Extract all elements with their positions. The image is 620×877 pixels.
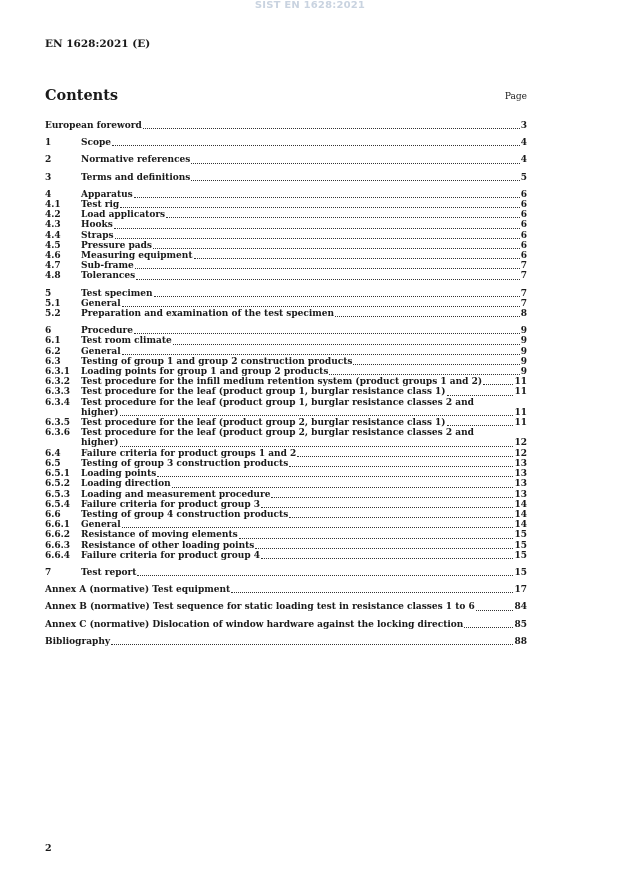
toc-entry-text: Test procedure for the leaf (product group 2, burglar resistance classes 2 and xyxy=(81,428,474,439)
toc-entry-text: Test procedure for the leaf (product group 2, burglar resistance class 1) xyxy=(81,418,446,429)
toc-entry-number: 6.3 xyxy=(45,356,61,367)
toc-entry-number: 6.3.5 xyxy=(45,418,71,429)
toc-entry-page: 9 xyxy=(520,367,527,378)
toc-entry-text-continued: higher) xyxy=(81,438,119,449)
toc-entry[interactable] xyxy=(45,138,527,148)
toc-entry-text: Scope xyxy=(81,138,112,149)
toc-entry-page: 7 xyxy=(520,288,527,299)
toc-entry-page: 12 xyxy=(514,438,527,449)
toc-entry-text: Loading and measurement procedure xyxy=(81,489,271,500)
toc-entry-text: Measuring equipment xyxy=(81,251,193,262)
toc-entry-number: 1 xyxy=(45,138,52,149)
toc-entry[interactable] xyxy=(45,271,527,281)
toc-entry-number: 6.5.4 xyxy=(45,499,71,510)
toc-entry-page: 88 xyxy=(514,636,527,647)
toc-entry-page: 15 xyxy=(514,530,527,541)
toc-entry-page: 6 xyxy=(520,251,527,262)
toc-entry-page: 7 xyxy=(520,271,527,282)
toc-entry-number: 6.3.6 xyxy=(45,428,71,439)
toc-entry-number: 6.5.2 xyxy=(45,479,71,490)
toc-entry[interactable] xyxy=(45,231,527,241)
toc-entry[interactable] xyxy=(45,387,527,397)
toc-entry-page: 4 xyxy=(520,138,527,149)
page-column-label: Page xyxy=(504,92,527,102)
toc-entry[interactable] xyxy=(45,220,527,230)
toc-entry-page: 9 xyxy=(520,326,527,337)
toc-entry[interactable] xyxy=(45,121,527,131)
toc-entry-page: 13 xyxy=(514,458,527,469)
toc-entry-text: Testing of group 1 and group 2 construction products xyxy=(81,356,353,367)
toc-entry[interactable] xyxy=(45,541,527,551)
toc-entry-page: 15 xyxy=(514,567,527,578)
toc-entry-page: 9 xyxy=(520,346,527,357)
toc-entry[interactable] xyxy=(45,551,527,561)
toc-entry-page: 14 xyxy=(514,499,527,510)
toc-entry-text: Annex B (normative) Test sequence for static loading test in resistance classes 1 to 6 xyxy=(45,602,475,613)
toc-entry-page: 85 xyxy=(514,619,527,630)
toc-entry[interactable] xyxy=(45,289,527,299)
page-number: 2 xyxy=(45,843,52,854)
toc-entry-number: 6.1 xyxy=(45,336,61,347)
toc-entry-number: 4.4 xyxy=(45,230,61,241)
toc-entry-text: Apparatus xyxy=(81,189,133,200)
toc-entry[interactable] xyxy=(45,449,527,459)
toc-entry-number: 6.5 xyxy=(45,458,61,469)
toc-entry-page: 11 xyxy=(514,387,527,398)
toc-entry-number: 6.2 xyxy=(45,346,61,357)
toc-entry[interactable] xyxy=(45,530,527,540)
toc-entry[interactable] xyxy=(45,261,527,271)
toc-entry-page: 6 xyxy=(520,200,527,211)
toc-entry-page: 3 xyxy=(520,121,527,131)
toc-entry-text: Loading direction xyxy=(81,479,171,490)
toc-entry-text: Terms and definitions xyxy=(81,172,191,183)
toc-entry[interactable] xyxy=(45,377,527,387)
toc-entry-text: Test room climate xyxy=(81,336,172,347)
toc-entry-number: 2 xyxy=(45,155,52,166)
toc-entry-text: Testing of group 4 construction products xyxy=(81,509,289,520)
toc-entry-number: 6.5.3 xyxy=(45,489,71,500)
toc-entry-number: 5 xyxy=(45,288,52,299)
toc-entry-page: 17 xyxy=(514,585,527,596)
toc-entry-number: 4 xyxy=(45,189,52,200)
toc-entry-page: 4 xyxy=(520,155,527,166)
toc-entry[interactable] xyxy=(45,299,527,309)
toc-entry-text: Sub-frame xyxy=(81,261,134,272)
toc-entry-number: 4.8 xyxy=(45,271,61,282)
toc-entry-text: Test specimen xyxy=(81,288,153,299)
toc-entry[interactable] xyxy=(45,367,527,377)
toc-entry[interactable] xyxy=(45,173,527,183)
toc-entry-text: Annex A (normative) Test equipment xyxy=(45,585,231,596)
toc-entry-number: 4.3 xyxy=(45,220,61,231)
toc-entry-number: 5.2 xyxy=(45,309,61,320)
toc-entry-number: 6.3.4 xyxy=(45,397,71,408)
toc-entry-text: Testing of group 3 construction products xyxy=(81,458,289,469)
toc-entry-bibliography[interactable] xyxy=(45,637,527,647)
toc-entry-text: Load applicators xyxy=(81,210,166,221)
toc-entry-text: Bibliography xyxy=(45,636,111,647)
toc-entry-text: European foreword xyxy=(45,121,142,131)
toc-entry-annex-a[interactable] xyxy=(45,585,527,595)
toc-entry[interactable] xyxy=(45,241,527,251)
toc-entry-page: 13 xyxy=(514,489,527,500)
toc-entry[interactable] xyxy=(45,428,527,438)
toc-entry-continuation[interactable] xyxy=(45,438,527,448)
toc-entry-text: Tolerances xyxy=(81,271,136,282)
toc-entry-page: 11 xyxy=(514,377,527,388)
toc-entry[interactable] xyxy=(45,490,527,500)
toc-entry-number: 6.6.2 xyxy=(45,530,71,541)
toc-entry-number: 4.2 xyxy=(45,210,61,221)
toc-entry-number: 6.6.1 xyxy=(45,520,71,531)
toc-entry-number: 4.6 xyxy=(45,251,61,262)
toc-entry[interactable] xyxy=(45,568,527,578)
toc-entry-number: 6.3.3 xyxy=(45,387,71,398)
toc-entry-text: Failure criteria for product group 3 xyxy=(81,499,261,510)
toc-entry[interactable] xyxy=(45,520,527,530)
toc-entry-page: 11 xyxy=(514,418,527,429)
toc-entry[interactable] xyxy=(45,190,527,200)
toc-entry-text: Hooks xyxy=(81,220,113,231)
toc-entry-text: Test procedure for the infill medium retention system (product groups 1 and 2) xyxy=(81,377,483,388)
toc-entry-number: 7 xyxy=(45,567,52,578)
table-of-contents xyxy=(45,121,527,647)
toc-entry-page: 13 xyxy=(514,469,527,480)
toc-entry-number: 3 xyxy=(45,172,52,183)
toc-entry[interactable] xyxy=(45,398,527,408)
toc-entry-text: General xyxy=(81,346,121,357)
toc-entry-text: Test procedure for the leaf (product group 1, burglar resistance classes 2 and xyxy=(81,397,474,408)
toc-entry-text: Failure criteria for product groups 1 and 2 xyxy=(81,448,297,459)
toc-entry-page: 13 xyxy=(514,479,527,490)
watermark: SIST EN 1628:2021 xyxy=(254,0,366,11)
toc-entry-number: 6.6.4 xyxy=(45,550,71,561)
toc-entry-page: 6 xyxy=(520,240,527,251)
toc-entry-number: 6 xyxy=(45,326,52,337)
toc-entry-page: 7 xyxy=(520,261,527,272)
toc-entry[interactable] xyxy=(45,326,527,336)
toc-entry[interactable] xyxy=(45,309,527,319)
toc-entry-page: 14 xyxy=(514,509,527,520)
toc-entry-text: Normative references xyxy=(81,155,191,166)
toc-entry-text: Test rig xyxy=(81,200,120,211)
toc-entry-text: Resistance of moving elements xyxy=(81,530,238,541)
toc-entry-number: 5.1 xyxy=(45,298,61,309)
page-title: Contents xyxy=(45,87,119,104)
toc-entry-number: 6.6 xyxy=(45,509,61,520)
toc-entry-page: 11 xyxy=(514,407,527,418)
toc-entry-number: 6.6.3 xyxy=(45,540,71,551)
toc-entry-page: 15 xyxy=(514,540,527,551)
toc-entry[interactable] xyxy=(45,510,527,520)
toc-entry[interactable] xyxy=(45,251,527,261)
toc-entry-number: 6.3.2 xyxy=(45,377,71,388)
toc-entry-text: General xyxy=(81,520,121,531)
toc-entry-page: 14 xyxy=(514,520,527,531)
toc-entry-text: Pressure pads xyxy=(81,240,152,251)
toc-entry-page: 15 xyxy=(514,550,527,561)
toc-entry-page: 8 xyxy=(520,309,527,320)
toc-entry[interactable] xyxy=(45,336,527,346)
toc-entry-page: 12 xyxy=(514,448,527,459)
toc-entry-text: Test report xyxy=(81,567,137,578)
toc-entry-number: 4.5 xyxy=(45,240,61,251)
toc-entry[interactable] xyxy=(45,155,527,165)
toc-entry-text: General xyxy=(81,298,121,309)
toc-entry-text: Loading points xyxy=(81,469,157,480)
toc-entry[interactable] xyxy=(45,469,527,479)
toc-entry-text-continued: higher) xyxy=(81,407,119,418)
toc-entry-text: Annex C (normative) Dislocation of window hardware against the locking direction xyxy=(45,619,464,630)
toc-entry-number: 6.5.1 xyxy=(45,469,71,480)
document-id: EN 1628:2021 (E) xyxy=(45,38,151,50)
toc-entry-page: 5 xyxy=(520,172,527,183)
toc-entry-page: 7 xyxy=(520,298,527,309)
toc-entry-text: Preparation and examination of the test specimen xyxy=(81,309,335,320)
toc-entry-number: 6.4 xyxy=(45,448,61,459)
toc-entry[interactable] xyxy=(45,347,527,357)
toc-entry-text: Straps xyxy=(81,230,114,241)
toc-entry-annex-c[interactable] xyxy=(45,620,527,630)
toc-entry-annex-b[interactable] xyxy=(45,602,527,612)
toc-entry-number: 4.7 xyxy=(45,261,61,272)
toc-entry-text: Failure criteria for product group 4 xyxy=(81,550,261,561)
toc-entry-page: 6 xyxy=(520,230,527,241)
toc-entry-page: 9 xyxy=(520,356,527,367)
toc-entry[interactable] xyxy=(45,500,527,510)
toc-entry[interactable] xyxy=(45,200,527,210)
toc-entry-number: 6.3.1 xyxy=(45,367,71,378)
toc-entry-continuation[interactable] xyxy=(45,408,527,418)
toc-entry[interactable] xyxy=(45,479,527,489)
toc-entry-text: Procedure xyxy=(81,326,134,337)
toc-entry-page: 6 xyxy=(520,210,527,221)
toc-entry-page: 84 xyxy=(514,602,527,613)
toc-entry-page: 9 xyxy=(520,336,527,347)
toc-entry[interactable] xyxy=(45,210,527,220)
toc-entry-page: 6 xyxy=(520,220,527,231)
toc-entry-page: 6 xyxy=(520,189,527,200)
toc-entry[interactable] xyxy=(45,418,527,428)
toc-entry[interactable] xyxy=(45,459,527,469)
toc-entry-text: Test procedure for the leaf (product group 1, burglar resistance class 1) xyxy=(81,387,446,398)
toc-entry-number: 4.1 xyxy=(45,200,61,211)
toc-entry[interactable] xyxy=(45,357,527,367)
toc-entry-text: Loading points for group 1 and group 2 products xyxy=(81,367,329,378)
toc-entry-text: Resistance of other loading points xyxy=(81,540,255,551)
